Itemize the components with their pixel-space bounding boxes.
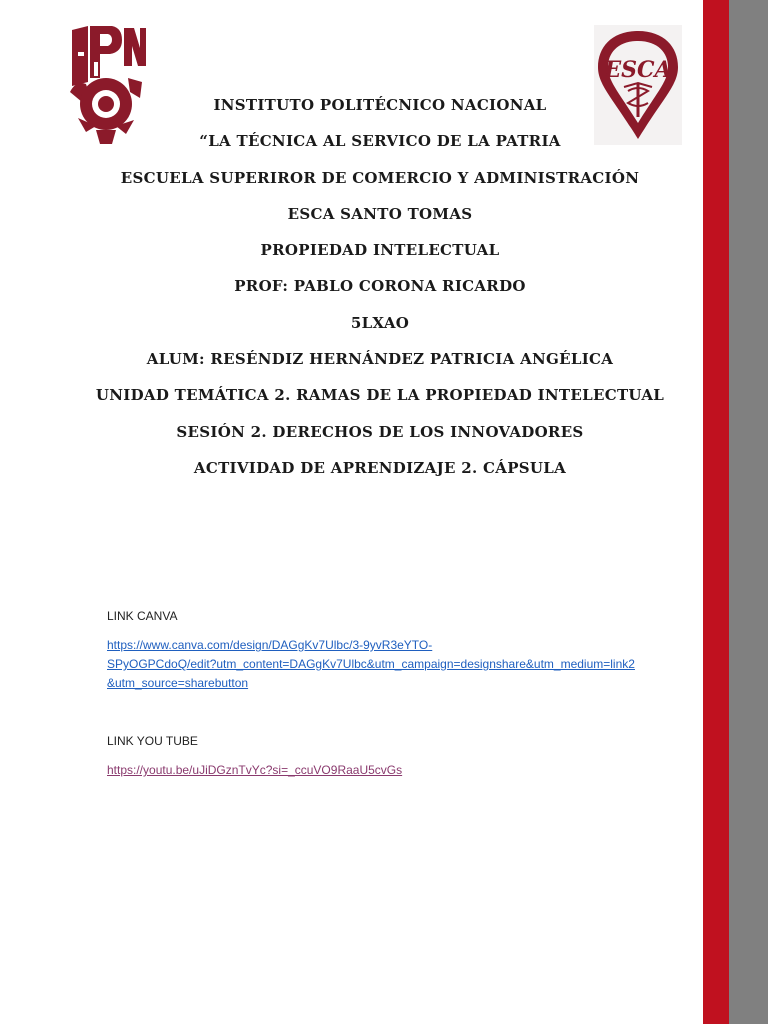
svg-text:ESCA: ESCA — [604, 57, 672, 83]
activity-title: ACTIVIDAD DE APRENDIZAJE 2. CÁPSULA — [193, 458, 567, 477]
session-title: SESIÓN 2. DERECHOS DE LOS INNOVADORES — [176, 422, 584, 441]
canva-link-line-2[interactable]: SPyOGPCdoQ/edit?utm_content=DAGgKv7Ulbc&utm_campaign=designshare&utm_medium=link2 — [107, 657, 635, 671]
group-code: 5LXAO — [350, 313, 410, 332]
canva-link[interactable] — [107, 636, 672, 693]
campus-name: ESCA SANTO TOMAS — [287, 204, 473, 223]
youtube-label: LINK YOU TUBE — [107, 734, 198, 748]
thematic-unit: UNIDAD TEMÁTICA 2. RAMAS DE LA PROPIEDAD INTELECTUAL — [95, 386, 665, 405]
course-name: PROPIEDAD INTELECTUAL — [260, 241, 500, 260]
canva-label: LINK CANVA — [107, 609, 178, 623]
gray-side-bar — [729, 0, 768, 1024]
institution-motto: “LA TÉCNICA AL SERVICO DE LA PATRIA — [199, 132, 561, 151]
student-name: ALUM: RESÉNDIZ HERNÁNDEZ PATRICIA ANGÉLICA — [146, 350, 614, 369]
institution-name: INSTITUTO POLITÉCNICO NACIONAL — [213, 96, 547, 114]
professor-name: PROF: PABLO CORONA RICARDO — [234, 277, 526, 296]
red-side-bar — [703, 0, 729, 1024]
youtube-link[interactable]: https://youtu.be/uJiDGznTvYc?si=_ccuVO9RaaU5cvGs — [107, 763, 403, 777]
canva-link-line-3[interactable]: &utm_source=sharebutton — [107, 676, 249, 690]
canva-link-line-1[interactable]: https://www.canva.com/design/DAGgKv7Ulbc/3-9yvR3eYTO- — [107, 638, 433, 652]
school-name: ESCUELA SUPERIROR DE COMERCIO Y ADMINISTRACIÓN — [120, 168, 640, 187]
title-block — [60, 92, 700, 491]
